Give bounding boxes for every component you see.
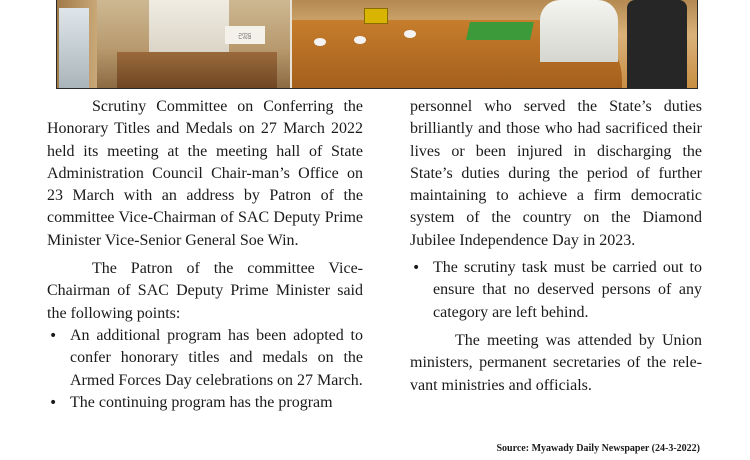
paragraph-continued: personnel who served the State’s duties brilliantly and those who had sacrificed their lives or been injured in discharging the State’s duties during the period of further maintaining to achieve a firm democratic system of the country on the Diamond Jubilee Independence Day in 2023. (410, 98, 702, 249)
seated-official (540, 0, 618, 62)
bullet-point-partial: • The continuing program has the program (47, 392, 363, 414)
paragraph-patron: The Patron of the committee Vice-Chairman of SAC Deputy Prime Minister said the following points: (47, 260, 363, 322)
left-column (47, 96, 363, 414)
paragraph-intro: Scrutiny Committee on Conferring the Honorary Titles and Medals on 27 March 2022 held its meeting at the meeting hall of State Administration Council Chair-man’s Office on 23 March with an address by Patron of the committee Vice-Chairman of SAC Deputy Prime Minister Vice-Senior General Soe Win. (47, 98, 363, 249)
flag-stand (59, 8, 89, 89)
paragraph-attendance: The meeting was attended by Union ministers, permanent secretaries of the rele-vant ministries and officials. (410, 331, 702, 394)
source-credit: Source: Myawady Daily Newspaper (24-3-2022) (496, 443, 700, 454)
bullet-point: • An additional program has been adopted to confer honorary titles and medals on the Armed Forces Day celebrations on 27 March. (47, 325, 363, 392)
bullet-point: • The scrutiny task must be carried out to ensure that no deserved persons of any category are left behind. (410, 257, 702, 324)
right-column (410, 96, 702, 397)
green-folder (466, 22, 534, 40)
photo-speaker-at-podium (57, 0, 290, 88)
speaker-figure (149, 0, 229, 58)
cup (354, 36, 366, 44)
nameplate: ဥက္ကဋ္ဌ (225, 26, 265, 44)
photo-strip (56, 0, 698, 89)
cup (404, 30, 416, 38)
office-chair (627, 0, 687, 89)
cup (314, 38, 326, 46)
photo-meeting-table (290, 0, 697, 88)
podium (117, 52, 277, 89)
table-box (364, 8, 388, 24)
